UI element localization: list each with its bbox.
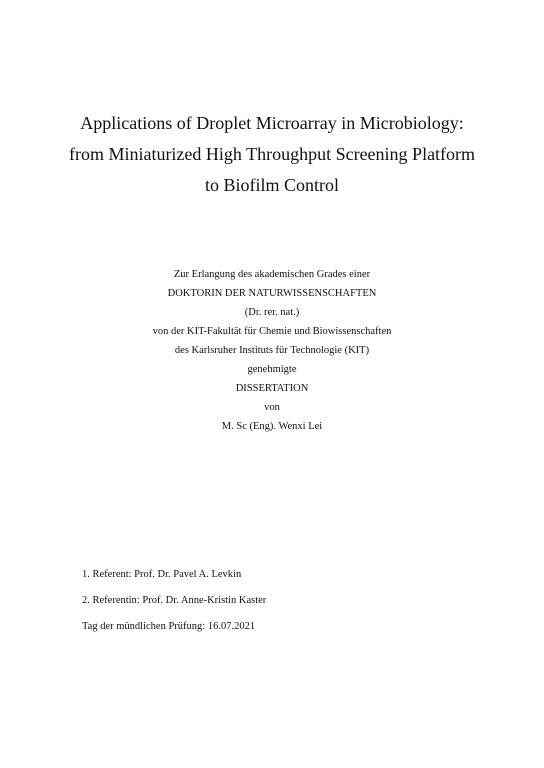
approved-line: genehmigte <box>247 364 297 375</box>
institute-line: des Karlsruher Instituts für Technologie (KIT) <box>174 345 370 356</box>
second-referee: 2. Referentin: Prof. Dr. Anne-Kristin Kaster <box>82 595 267 606</box>
degree-statement <box>0 265 544 436</box>
title-line-2: from Miniaturized High Throughput Screening Platform <box>68 144 476 164</box>
degree-intro: Zur Erlangung des akademischen Grades einer <box>173 269 371 280</box>
first-referee: 1. Referent: Prof. Dr. Pavel A. Levkin <box>82 569 242 580</box>
title-line-3: to Biofilm Control <box>204 175 339 195</box>
dissertation-title <box>0 108 544 201</box>
referee-section <box>82 569 266 633</box>
author-name: M. Sc (Eng). Wenxi Lei <box>221 421 323 432</box>
faculty-line: von der KIT-Fakultät für Chemie und Biowissenschaften <box>152 326 392 337</box>
degree-abbreviation: (Dr. rer. nat.) <box>244 307 300 318</box>
dissertation-label: DISSERTATION <box>235 383 309 394</box>
oral-exam-date: Tag der mündlichen Prüfung: 16.07.2021 <box>82 621 256 632</box>
title-line-1: Applications of Droplet Microarray in Microbiology: <box>80 113 464 133</box>
degree-name: DOKTORIN DER NATURWISSENSCHAFTEN <box>167 288 377 299</box>
by-line: von <box>264 402 280 413</box>
